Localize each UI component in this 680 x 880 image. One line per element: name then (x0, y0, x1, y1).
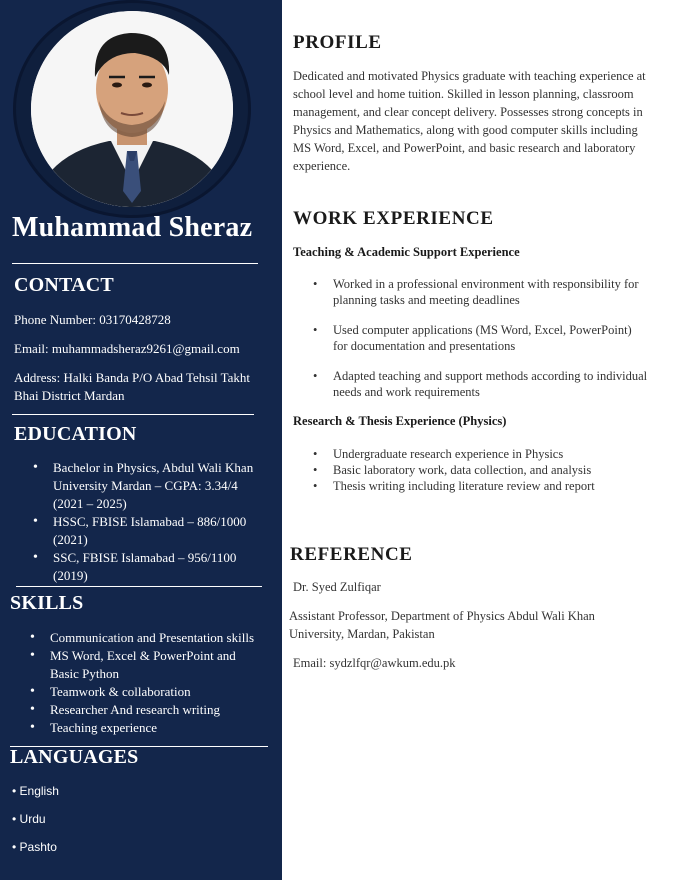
profile-summary (293, 67, 678, 175)
profile-line: management, and clear concept delivery. Possesses strong concepts in (293, 105, 643, 119)
item-line: • Worked in a professional environment with responsibility for (333, 277, 639, 291)
reference-title (289, 607, 679, 643)
teaching-list (333, 276, 673, 308)
research-experience-heading: Research & Thesis Experience (Physics) (293, 414, 507, 428)
divider (12, 414, 254, 415)
list-item: • Basic laboratory work, data collection, and analysis (333, 462, 673, 478)
education-list (53, 459, 273, 585)
address-line-1: Address: Halki Banda P/O Abad Tehsil Takht (14, 370, 251, 385)
item-line: planning tasks and meeting deadlines (333, 293, 520, 307)
divider (16, 586, 262, 587)
item-line: • Used computer applications (MS Word, Excel, PowerPoint) (333, 323, 632, 337)
education-line: (2019) (53, 568, 88, 583)
profile-line: MS Word, Excel, and PowerPoint, and basic research and laboratory (293, 141, 636, 155)
reference-name: Dr. Syed Zulfiqar (293, 580, 381, 594)
item-line: for documentation and presentations (333, 339, 516, 353)
teaching-list (333, 322, 673, 354)
reference-heading: REFERENCE (290, 544, 413, 565)
profile-line: experience. (293, 159, 351, 173)
phone-number: Phone Number: 03170428728 (14, 312, 171, 327)
list-item (53, 513, 273, 549)
list-item (53, 459, 273, 513)
list-item: • Teamwork & collaboration (50, 683, 275, 701)
list-item (333, 322, 673, 354)
address-line-2: Bhai District Mardan (14, 388, 125, 403)
reference-title-line: University, Mardan, Pakistan (289, 627, 435, 641)
email-address: Email: muhammadsheraz9261@gmail.com (14, 341, 240, 356)
education-line: • Bachelor in Physics, Abdul Wali Khan (53, 460, 254, 475)
profile-line: Dedicated and motivated Physics graduate with teaching experience at (293, 69, 646, 83)
teaching-list (333, 368, 673, 400)
language-pashto: • Pashto (12, 840, 57, 854)
profile-line: Physics and Mathematics, along with good computer skills including (293, 123, 638, 137)
sidebar (0, 0, 282, 880)
list-item: • Thesis writing including literature review and report (333, 478, 673, 494)
profile-heading: PROFILE (293, 32, 382, 53)
work-experience-heading: WORK EXPERIENCE (293, 208, 494, 229)
item-line: • Adapted teaching and support methods according to individual (333, 369, 648, 383)
divider (12, 263, 258, 264)
education-line: (2021) (53, 532, 88, 547)
list-item (333, 276, 673, 308)
list-item: • Undergraduate research experience in Physics (333, 446, 673, 462)
reference-title-line: Assistant Professor, Department of Physics Abdul Wali Khan (289, 609, 595, 623)
skills-list (50, 629, 275, 737)
education-line: (2021 – 2025) (53, 496, 127, 511)
list-item (53, 549, 273, 585)
list-item (333, 368, 673, 400)
education-line: • SSC, FBISE Islamabad – 956/1100 (53, 550, 237, 565)
languages-heading: LANGUAGES (10, 746, 139, 768)
language-english: • English (12, 784, 59, 798)
research-list (333, 446, 673, 494)
teaching-experience-heading: Teaching & Academic Support Experience (293, 245, 520, 259)
list-item: • MS Word, Excel & PowerPoint and (50, 647, 275, 665)
item-line: needs and work requirements (333, 385, 480, 399)
education-line: University Mardan – CGPA: 3.34/4 (53, 478, 238, 493)
list-item: • Teaching experience (50, 719, 275, 737)
profile-photo (31, 11, 233, 207)
list-item: • Communication and Presentation skills (50, 629, 275, 647)
list-item-continuation: Basic Python (50, 666, 119, 681)
language-urdu: • Urdu (12, 812, 46, 826)
candidate-name: Muhammad Sheraz (12, 212, 253, 243)
skills-heading: SKILLS (10, 592, 84, 614)
reference-email: Email: sydzlfqr@awkum.edu.pk (293, 656, 456, 670)
contact-heading: CONTACT (14, 274, 114, 296)
education-line: • HSSC, FBISE Islamabad – 886/1000 (53, 514, 247, 529)
education-heading: EDUCATION (14, 423, 137, 445)
list-item: • Researcher And research writing (50, 701, 275, 719)
profile-line: school level and home tuition. Skilled in lesson planning, classroom (293, 87, 634, 101)
